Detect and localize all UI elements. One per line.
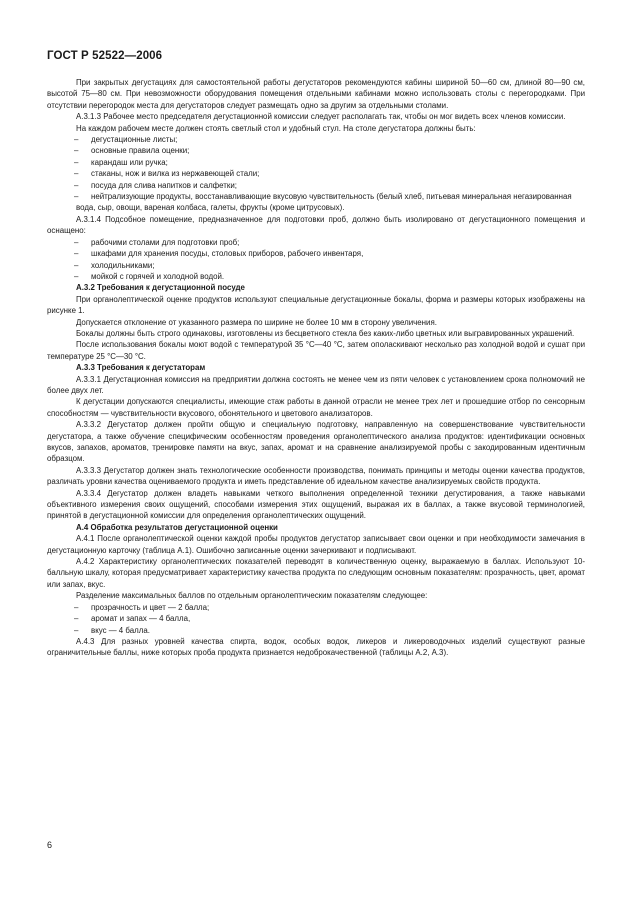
list-item-text: мойкой с горячей и холодной водой. bbox=[91, 271, 225, 281]
list-marker: – bbox=[74, 602, 79, 612]
list-marker: – bbox=[74, 625, 79, 635]
paragraph: А.4.2 Характеристику органолептических показателей переводят в количественную оценку, выражаемую в баллах. Используют 10-балльную шкалу, которая предусматривает характеристику качества продукта по следующим основным показателям: прозрачность, цвет, аромат или запах, вкус. bbox=[47, 557, 585, 589]
list-marker: – bbox=[74, 237, 79, 247]
paragraph: А.3.3.3 Дегустатор должен знать технологические особенности производства, понимать принципы и методы оценки качества продуктов, различать уровни качества оцениваемого продукта и иметь представление об идеальном качестве анализируемых свойств продукта. bbox=[47, 465, 585, 487]
list-item bbox=[47, 191, 585, 214]
list-marker: – bbox=[74, 260, 79, 270]
list-marker: – bbox=[74, 146, 79, 156]
list-item bbox=[47, 248, 585, 259]
list-marker: – bbox=[74, 249, 79, 259]
paragraph: При органолептической оценке продуктов используют специальные дегустационные бокалы, форма и размеры которых изображены на рисунке 1. bbox=[47, 294, 585, 316]
document-body bbox=[47, 77, 585, 659]
list-item-text: вкус — 4 балла. bbox=[91, 625, 150, 635]
paragraph: Бокалы должны быть строго одинаковы, изготовлены из бесцветного стекла без каких-либо цветных или выгравированных украшений. bbox=[76, 328, 575, 338]
list-preparation-room bbox=[47, 237, 585, 283]
paragraph: А.3.1.4 Подсобное помещение, предназначенное для подготовки проб, должно быть изолировано от дегустационного помещения и оснащено: bbox=[47, 214, 585, 236]
list-item-text: нейтрализующие продукты, восстанавливающие вкусовую чувствительность (белый хлеб, питьевая минеральная негазированная вода, сыр, овощи, вареная колбаса, галеты, фрукты (кроме цитрусовых). bbox=[76, 192, 572, 213]
list-item bbox=[47, 134, 585, 145]
list-marker: – bbox=[74, 192, 79, 202]
list-marker: – bbox=[74, 271, 79, 281]
list-item-text: посуда для слива напитков и салфетки; bbox=[91, 180, 237, 190]
paragraph: А.3.1.3 Рабочее место председателя дегустационной комиссии следует располагать так, чтобы он мог видеть всех членов комиссии. bbox=[76, 112, 566, 122]
paragraph: А.3.3.2 Дегустатор должен пройти общую и специальную подготовку, направленную на совершенствование чувствительности дегустатора, а также обучение специфическим особенностям проведения органолептического анализа продуктов: идентификации основных вкусов, запахов, ароматов, тренировке памяти на вкус, запах, аромат и на сравнение анализируемой пробы с закодированным идентичным образцом. bbox=[47, 420, 585, 464]
list-item-text: аромат и запах — 4 балла, bbox=[91, 614, 191, 624]
list-item-text: основные правила оценки; bbox=[91, 146, 190, 156]
list-item-text: холодильниками; bbox=[91, 260, 155, 270]
list-marker: – bbox=[74, 180, 79, 190]
paragraph: Разделение максимальных баллов по отдельным органолептическим показателям следующее: bbox=[76, 591, 428, 601]
section-heading: А.3.3 Требования к дегустаторам bbox=[76, 363, 206, 373]
paragraph: А.4.3 Для разных уровней качества спирта, водок, особых водок, ликеров и ликероводочных изделий существуют разные ограничительные баллы, ниже которых проба продукта признается недоброкачественной (таблицы А.2, А.3). bbox=[47, 636, 585, 658]
paragraph: После использования бокалы моют водой с температурой 35 °С—40 °С, затем ополаскивают несколько раз холодной водой и сушат при температуре 25 °С—30 °С. bbox=[47, 340, 585, 361]
list-workplace bbox=[47, 134, 585, 214]
list-item-text: карандаш или ручка; bbox=[91, 157, 168, 167]
list-marker: – bbox=[74, 135, 79, 145]
page-number: 6 bbox=[47, 840, 53, 850]
list-marker: – bbox=[74, 157, 79, 167]
paragraph: К дегустации допускаются специалисты, имеющие стаж работы в данной отрасли не менее трех лет и прошедшие отбор по сенсорным способностям — чувствительности вкусового, обонятельного и цветового анализаторов. bbox=[47, 397, 585, 418]
list-scores bbox=[47, 602, 585, 636]
list-item-text: стаканы, нож и вилка из нержавеющей стали; bbox=[91, 169, 260, 179]
section-heading: А.4 Обработка результатов дегустационной оценки bbox=[76, 522, 278, 532]
list-item bbox=[47, 180, 585, 191]
list-item bbox=[47, 168, 585, 179]
paragraph: А.3.3.4 Дегустатор должен владеть навыками четкого выполнения определенной техники дегустирования, а также навыками объективного измерения своих ощущений, способами измерения этих ощущений, выражая их в баллах, а также вкусовой терминологией, принятой в дегустационной комиссии для определения органолептических ощущений. bbox=[47, 488, 585, 521]
paragraph: А.3.3.1 Дегустационная комиссия на предприятии должна состоять не менее чем из пяти человек с установлением срока полномочий не более двух лет. bbox=[47, 374, 585, 395]
paragraph: На каждом рабочем месте должен стоять светлый стол и удобный стул. На столе дегустатора должны быть: bbox=[76, 123, 476, 133]
section-heading: А.3.2 Требования к дегустационной посуде bbox=[76, 283, 245, 293]
list-item bbox=[47, 157, 585, 168]
list-item bbox=[47, 613, 585, 624]
paragraph: При закрытых дегустациях для самостоятельной работы дегустаторов рекомендуются кабины шириной 50—60 см, длиной 80—90 см, высотой 75—80 см. При невозможности оборудования помещения отдельными кабинами можно использовать столы с перегородками. При отсутствии перегородок места для дегустаторов следует размещать одно за другим за отдельными столами. bbox=[47, 78, 585, 110]
list-item bbox=[47, 271, 585, 282]
paragraph: А.4.1 После органолептической оценки каждой пробы продуктов дегустатор записывает свои оценки и при необходимости замечания в дегустационную карточку (таблица А.1). Ошибочно записанные оценки зачеркивают и подписывают. bbox=[47, 534, 585, 555]
list-item bbox=[47, 260, 585, 271]
list-item bbox=[47, 602, 585, 613]
list-item-text: прозрачность и цвет — 2 балла; bbox=[91, 602, 210, 612]
list-item bbox=[47, 625, 585, 636]
paragraph: Допускается отклонение от указанного размера по ширине не более 10 мм в сторону увеличения. bbox=[76, 317, 437, 327]
list-marker: – bbox=[74, 169, 79, 179]
document-header: ГОСТ Р 52522—2006 bbox=[47, 50, 163, 62]
list-item-text: шкафами для хранения посуды, столовых приборов, рабочего инвентаря, bbox=[91, 249, 364, 259]
list-item bbox=[47, 237, 585, 248]
list-marker: – bbox=[74, 614, 79, 624]
list-item bbox=[47, 145, 585, 156]
list-item-text: рабочими столами для подготовки проб; bbox=[91, 237, 240, 247]
list-item-text: дегустационные листы; bbox=[91, 135, 178, 145]
